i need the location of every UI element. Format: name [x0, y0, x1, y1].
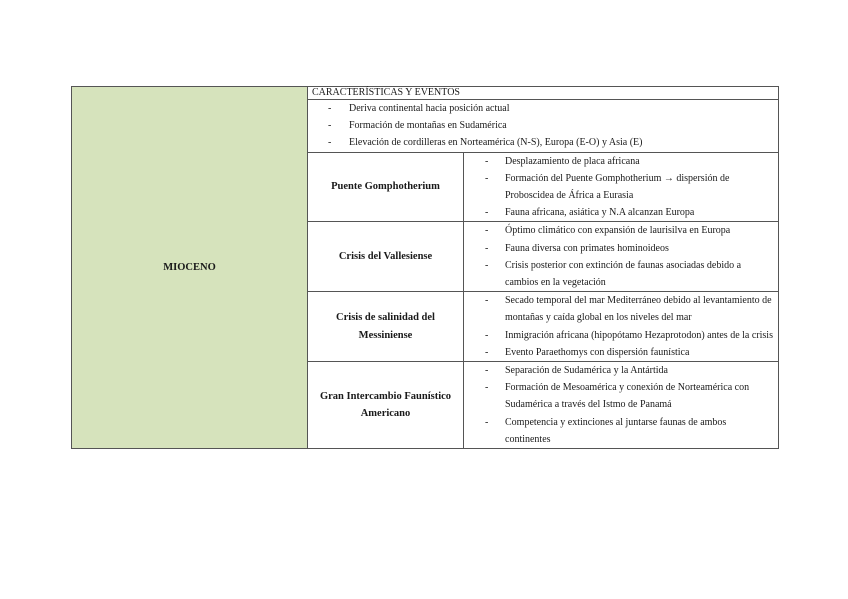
event-name-cell — [308, 292, 464, 362]
list-item: - Crisis posterior con extinción de faunas asociadas debido a cambios en la vegetación — [485, 259, 742, 289]
event-list — [464, 153, 778, 222]
list-item: - Formación del Puente Gomphotherium → dispersión de Proboscidea de África a Eurasia — [485, 172, 730, 202]
list-item: - Fauna diversa con primates hominoideos — [485, 242, 669, 254]
list-item: - Óptimo climático con expansión de laurisilva en Europa — [485, 225, 731, 237]
list-item: - Inmigración africana (hipopótamo Hezaprotodon) antes de la crisis — [485, 329, 773, 341]
event-items-cell — [464, 362, 779, 449]
event-name: Puente Gomphotherium — [331, 181, 440, 193]
list-item: - Competencia y extinciones al juntarse faunas de ambos continentes — [485, 416, 727, 445]
general-list — [308, 100, 778, 152]
general-items-cell — [308, 100, 779, 153]
event-name: Crisis de salinidad del Messiniense — [336, 312, 435, 341]
list-item: - Formación de Mesoamérica y conexión de Norteamérica con Sudamérica a través del Istmo de Panamá — [485, 382, 750, 411]
event-items-cell — [464, 152, 779, 222]
event-list — [464, 222, 778, 291]
header-row — [72, 87, 779, 100]
period-cell — [72, 87, 308, 449]
event-list — [464, 292, 778, 361]
event-list — [464, 362, 778, 448]
event-name: Crisis del Vallesiense — [338, 251, 433, 263]
event-name-cell — [308, 362, 464, 449]
table-header — [308, 87, 779, 100]
event-name: Gran Intercambio Faunístico Americano — [319, 390, 452, 420]
event-name-cell — [308, 222, 464, 292]
list-item: - Secado temporal del mar Mediterráneo debido al levantamiento de montañas y caída global en los niveles del mar — [485, 295, 772, 324]
list-item: - Desplazamiento de placa africana — [485, 155, 640, 167]
event-items-cell — [464, 292, 779, 362]
event-name-cell — [308, 152, 464, 222]
list-item: - Elevación de cordilleras en Norteamérica (N-S), Europa (E-O) y Asia (E) — [328, 137, 643, 149]
header-label: CARACTERÍSTICAS Y EVENTOS — [312, 87, 460, 98]
list-item: - Formación de montañas en Sudamérica — [328, 120, 507, 132]
event-items-cell — [464, 222, 779, 292]
list-item: - Evento Paraethomys con dispersión faunística — [485, 346, 690, 358]
period-label: MIOCENO — [163, 261, 216, 273]
list-item: - Fauna africana, asiática y N.A alcanzan Europa — [485, 207, 695, 219]
list-item: - Deriva continental hacia posición actual — [328, 103, 510, 114]
list-item: - Separación de Sudamérica y la Antártida — [485, 365, 668, 377]
mioceno-table — [71, 86, 779, 449]
